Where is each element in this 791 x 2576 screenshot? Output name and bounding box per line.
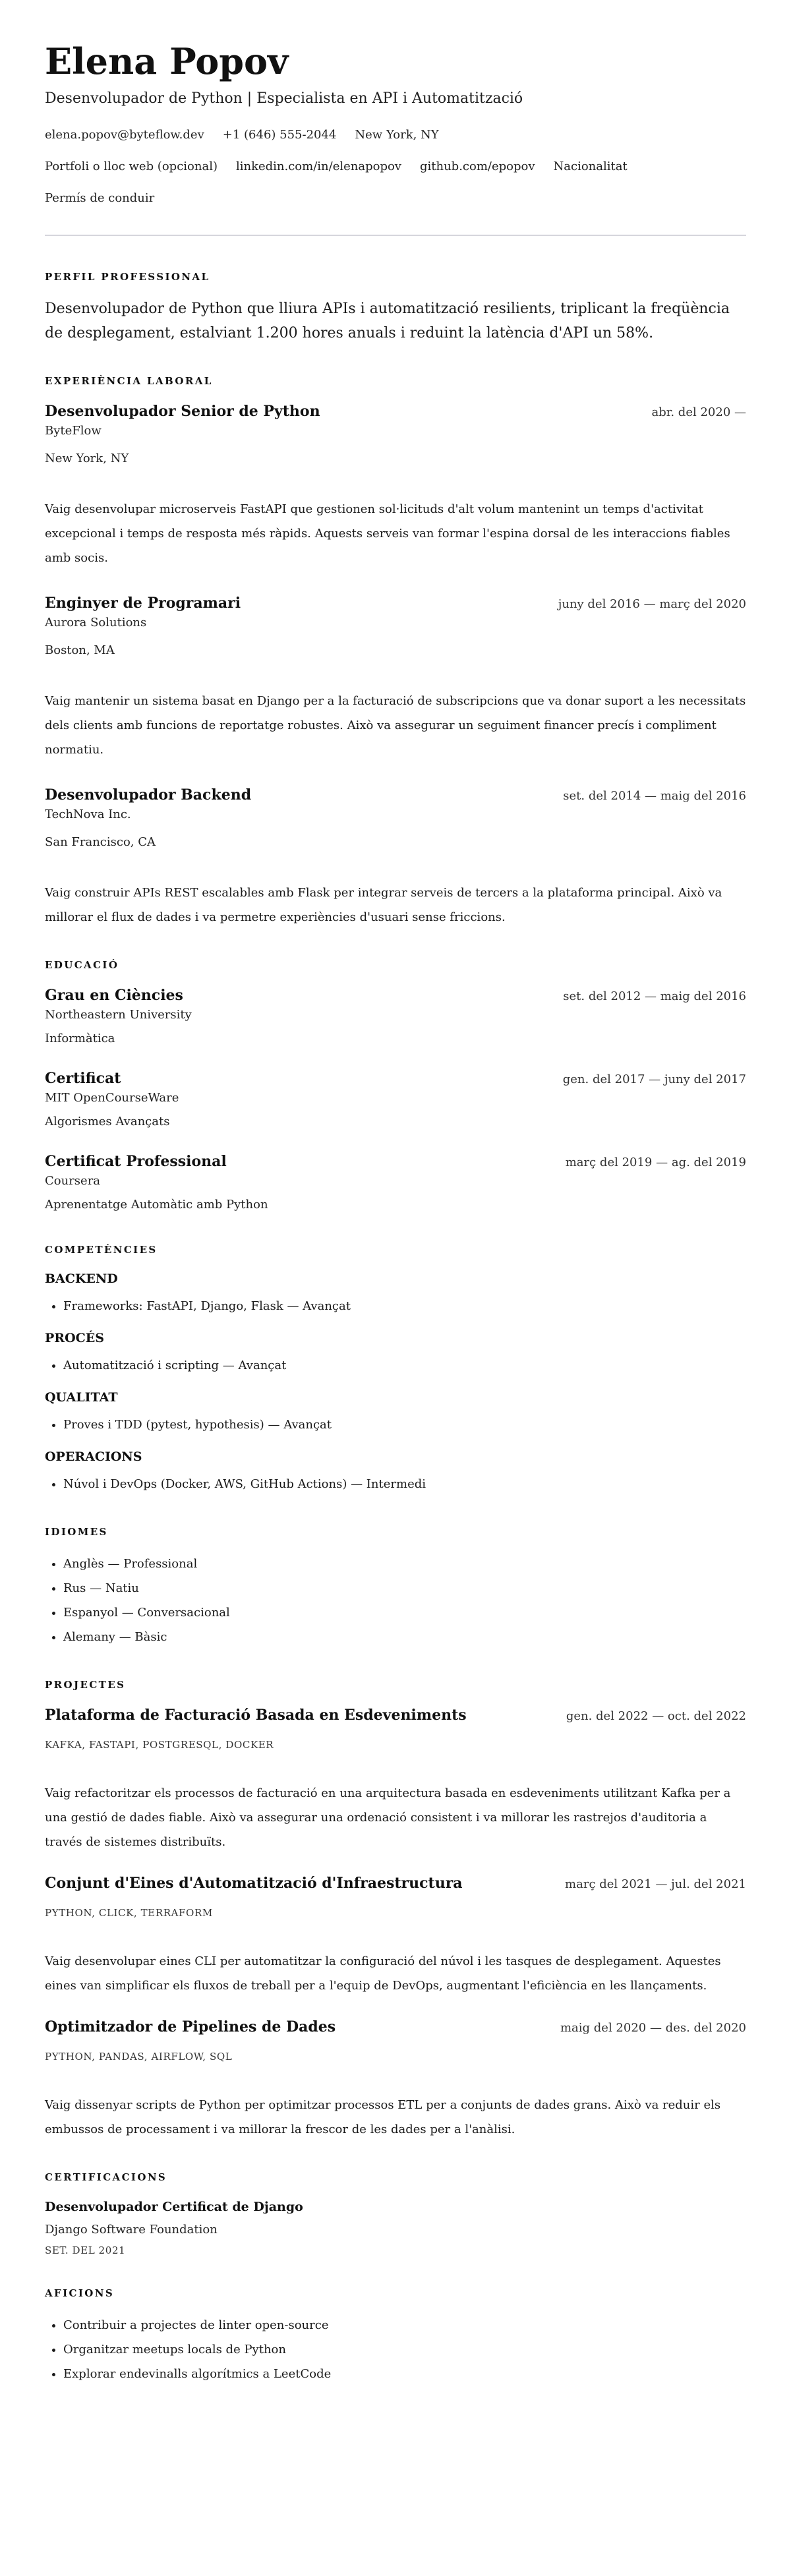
project-entry — [45, 2016, 746, 2142]
candidate-headline: Desenvolupador de Python | Especialista en API i Automatització — [45, 90, 523, 107]
skill-list — [45, 1354, 746, 1378]
education-entry — [45, 985, 746, 1048]
skill-group-title: PROCÉS — [45, 1331, 104, 1345]
contact-row-extra — [45, 190, 746, 221]
education-entry-header — [45, 1068, 746, 1089]
education-field: Algorismes Avançats — [45, 1115, 170, 1128]
project-entry-header — [45, 2016, 746, 2037]
project-tech-stack: PYTHON, PANDAS, AIRFLOW, SQL — [45, 2051, 233, 2063]
skill-item: • Frameworks: FastAPI, Django, Flask — Avançat — [63, 1295, 746, 1318]
skill-item: • Automatització i scripting — Avançat — [63, 1354, 746, 1378]
contact-linkedin[interactable]: linkedin.com/in/elenapopov — [235, 160, 401, 173]
section-title-skills: COMPETÈNCIES — [45, 1244, 158, 1256]
job-description: Vaig desenvolupar microserveis FastAPI que gestionen sol·licituds d'alt volum mantenint un temps d'activitat excepcional i temps de resposta més ràpids. Aquests serveis van formar l'espina dorsal de les interaccions fiables amb socis. — [45, 502, 730, 565]
certification-entry — [45, 2197, 746, 2258]
experience-entry — [45, 593, 746, 762]
section-title-projects: PROJECTES — [45, 1679, 126, 1691]
section-languages — [45, 1525, 746, 1649]
job-company: ByteFlow — [45, 424, 102, 438]
degree-title: Certificat Professional — [45, 1153, 227, 1170]
project-name: Optimitzador de Pipelines de Dades — [45, 2018, 336, 2035]
project-description: Vaig refactoritzar els processos de facturació en una arquitectura basada en esdeveniments utilitzant Kafka per a una gestió de dades fiable. Això va assegurar una ordenació consistent i va millorar les rastrejos d'auditoria a través de sistemes distribuïts. — [45, 1786, 731, 1849]
contact-github[interactable]: github.com/epopov — [419, 160, 535, 173]
section-title-education: EDUCACIÓ — [45, 959, 119, 971]
education-institution: Coursera — [45, 1174, 101, 1188]
contact-row-links — [45, 158, 746, 190]
section-certifications — [45, 2171, 746, 2258]
section-projects — [45, 1678, 746, 2142]
contact-driving-license: Permís de conduir — [45, 191, 155, 205]
degree-title: Grau en Ciències — [45, 987, 183, 1004]
skill-group-title: OPERACIONS — [45, 1449, 142, 1464]
education-dates: set. del 2012 — maig del 2016 — [563, 989, 746, 1003]
job-location: New York, NY — [45, 452, 129, 465]
project-dates: març del 2021 — jul. del 2021 — [565, 1877, 746, 1891]
degree-title: Certificat — [45, 1070, 121, 1087]
project-entry-header — [45, 1873, 746, 1894]
education-dates: març del 2019 — ag. del 2019 — [565, 1156, 746, 1169]
language-list — [45, 1552, 746, 1649]
job-location: Boston, MA — [45, 643, 115, 657]
education-entry-header — [45, 1151, 746, 1172]
project-entry-header — [45, 1705, 746, 1726]
project-tech-stack: PYTHON, CLICK, TERRAFORM — [45, 1907, 213, 1919]
project-entry — [45, 1873, 746, 1998]
skill-list — [45, 1473, 746, 1496]
project-dates: gen. del 2022 — oct. del 2022 — [566, 1709, 746, 1723]
education-institution: Northeastern University — [45, 1008, 192, 1022]
skill-group — [45, 1329, 746, 1378]
education-dates: gen. del 2017 — juny del 2017 — [562, 1072, 746, 1086]
section-title-experience: EXPERIÈNCIA LABORAL — [45, 375, 213, 387]
contact-nationality: Nacionalitat — [553, 160, 628, 173]
skill-group — [45, 1448, 746, 1496]
project-description: Vaig dissenyar scripts de Python per optimitzar processos ETL per a conjunts de dades grans. Això va reduir els embussos de processament i va millorar la frescor de les dades per a l'anàlisi. — [45, 2098, 721, 2136]
job-company: Aurora Solutions — [45, 616, 147, 629]
education-entry — [45, 1068, 746, 1131]
education-institution: MIT OpenCourseWare — [45, 1091, 179, 1105]
language-item: • Rus — Natiu — [63, 1576, 746, 1600]
experience-entry-header — [45, 784, 746, 805]
experience-entry-header — [45, 593, 746, 614]
project-name: Plataforma de Facturació Basada en Esdeveniments — [45, 1707, 467, 1724]
job-dates: set. del 2014 — maig del 2016 — [563, 789, 746, 803]
contact-location: New York, NY — [355, 128, 439, 142]
project-dates: maig del 2020 — des. del 2020 — [560, 2021, 746, 2035]
section-title-profile: PERFIL PROFESSIONAL — [45, 271, 210, 283]
contact-row-primary — [45, 127, 746, 158]
section-title-certifications: CERTIFICACIONS — [45, 2171, 167, 2183]
job-dates: abr. del 2020 — — [651, 405, 746, 419]
hobby-item: • Explorar endevinalls algorítmics a LeetCode — [63, 2362, 746, 2386]
education-entry — [45, 1151, 746, 1214]
education-field: Aprenentatge Automàtic amb Python — [45, 1198, 268, 1212]
section-skills — [45, 1243, 746, 1496]
resume-header — [45, 38, 746, 236]
candidate-name: Elena Popov — [45, 40, 289, 82]
project-name: Conjunt d'Eines d'Automatització d'Infraestructura — [45, 1875, 463, 1892]
contact-email[interactable]: elena.popov@byteflow.dev — [45, 128, 204, 142]
education-field: Informàtica — [45, 1032, 115, 1045]
experience-entry — [45, 401, 746, 570]
section-experience — [45, 374, 746, 929]
language-item: • Alemany — Bàsic — [63, 1625, 746, 1649]
header-divider — [45, 235, 746, 236]
project-tech-stack: KAFKA, FASTAPI, POSTGRESQL, DOCKER — [45, 1739, 274, 1751]
section-hobbies — [45, 2287, 746, 2386]
job-description: Vaig construir APIs REST escalables amb Flask per integrar serveis de tercers a la plataforma principal. Això va millorar el flux de dades i va permetre experiències d'usuari sense friccions. — [45, 886, 722, 924]
skill-list — [45, 1295, 746, 1318]
section-title-hobbies: AFICIONS — [45, 2287, 115, 2299]
contact-phone[interactable]: +1 (646) 555-2044 — [222, 128, 337, 142]
hobby-list — [45, 2313, 746, 2386]
skill-list — [45, 1413, 746, 1437]
certification-name: Desenvolupador Certificat de Django — [45, 2200, 303, 2214]
language-item: • Anglès — Professional — [63, 1552, 746, 1576]
job-title: Desenvolupador Senior de Python — [45, 403, 320, 420]
skill-group-title: QUALITAT — [45, 1390, 118, 1405]
section-title-languages: IDIOMES — [45, 1526, 108, 1538]
experience-entry — [45, 784, 746, 929]
job-title: Enginyer de Programari — [45, 595, 241, 612]
project-description: Vaig desenvolupar eines CLI per automatitzar la configuració del núvol i les tasques de desplegament. Aquestes eines van simplificar els fluxos de treball per a l'equip de DevOps, augmentant l'eficiència en les llançaments. — [45, 1954, 721, 1993]
experience-entry-header — [45, 401, 746, 422]
skill-group — [45, 1388, 746, 1437]
profile-summary: Desenvolupador de Python que lliura APIs i automatització resilients, triplicant la freqüència de desplegament, estalviant 1.200 hores anuals i reduint la latència d'API un 58%. — [45, 301, 730, 341]
skill-item: • Proves i TDD (pytest, hypothesis) — Avançat — [63, 1413, 746, 1437]
section-profile — [45, 270, 746, 345]
skill-item: • Núvol i DevOps (Docker, AWS, GitHub Actions) — Intermedi — [63, 1473, 746, 1496]
education-entry-header — [45, 985, 746, 1006]
hobby-item: • Organitzar meetups locals de Python — [63, 2337, 746, 2362]
section-education — [45, 958, 746, 1214]
skill-group-title: BACKEND — [45, 1272, 118, 1286]
hobby-item: • Contribuir a projectes de linter open-source — [63, 2313, 746, 2337]
skill-group — [45, 1270, 746, 1318]
language-item: • Espanyol — Conversacional — [63, 1600, 746, 1625]
job-title: Desenvolupador Backend — [45, 786, 252, 804]
job-dates: juny del 2016 — març del 2020 — [558, 597, 746, 611]
job-description: Vaig mantenir un sistema basat en Django per a la facturació de subscripcions que va donar suport a les necessitats dels clients amb funcions de reportatge robustes. Això va assegurar un seguiment financer precís i compliment normatiu. — [45, 694, 746, 757]
contact-portfolio[interactable]: Portfoli o lloc web (opcional) — [45, 160, 218, 173]
job-location: San Francisco, CA — [45, 835, 156, 849]
certification-date: SET. DEL 2021 — [45, 2244, 126, 2256]
certification-issuer: Django Software Foundation — [45, 2223, 218, 2237]
job-company: TechNova Inc. — [45, 807, 131, 821]
project-entry — [45, 1705, 746, 1854]
